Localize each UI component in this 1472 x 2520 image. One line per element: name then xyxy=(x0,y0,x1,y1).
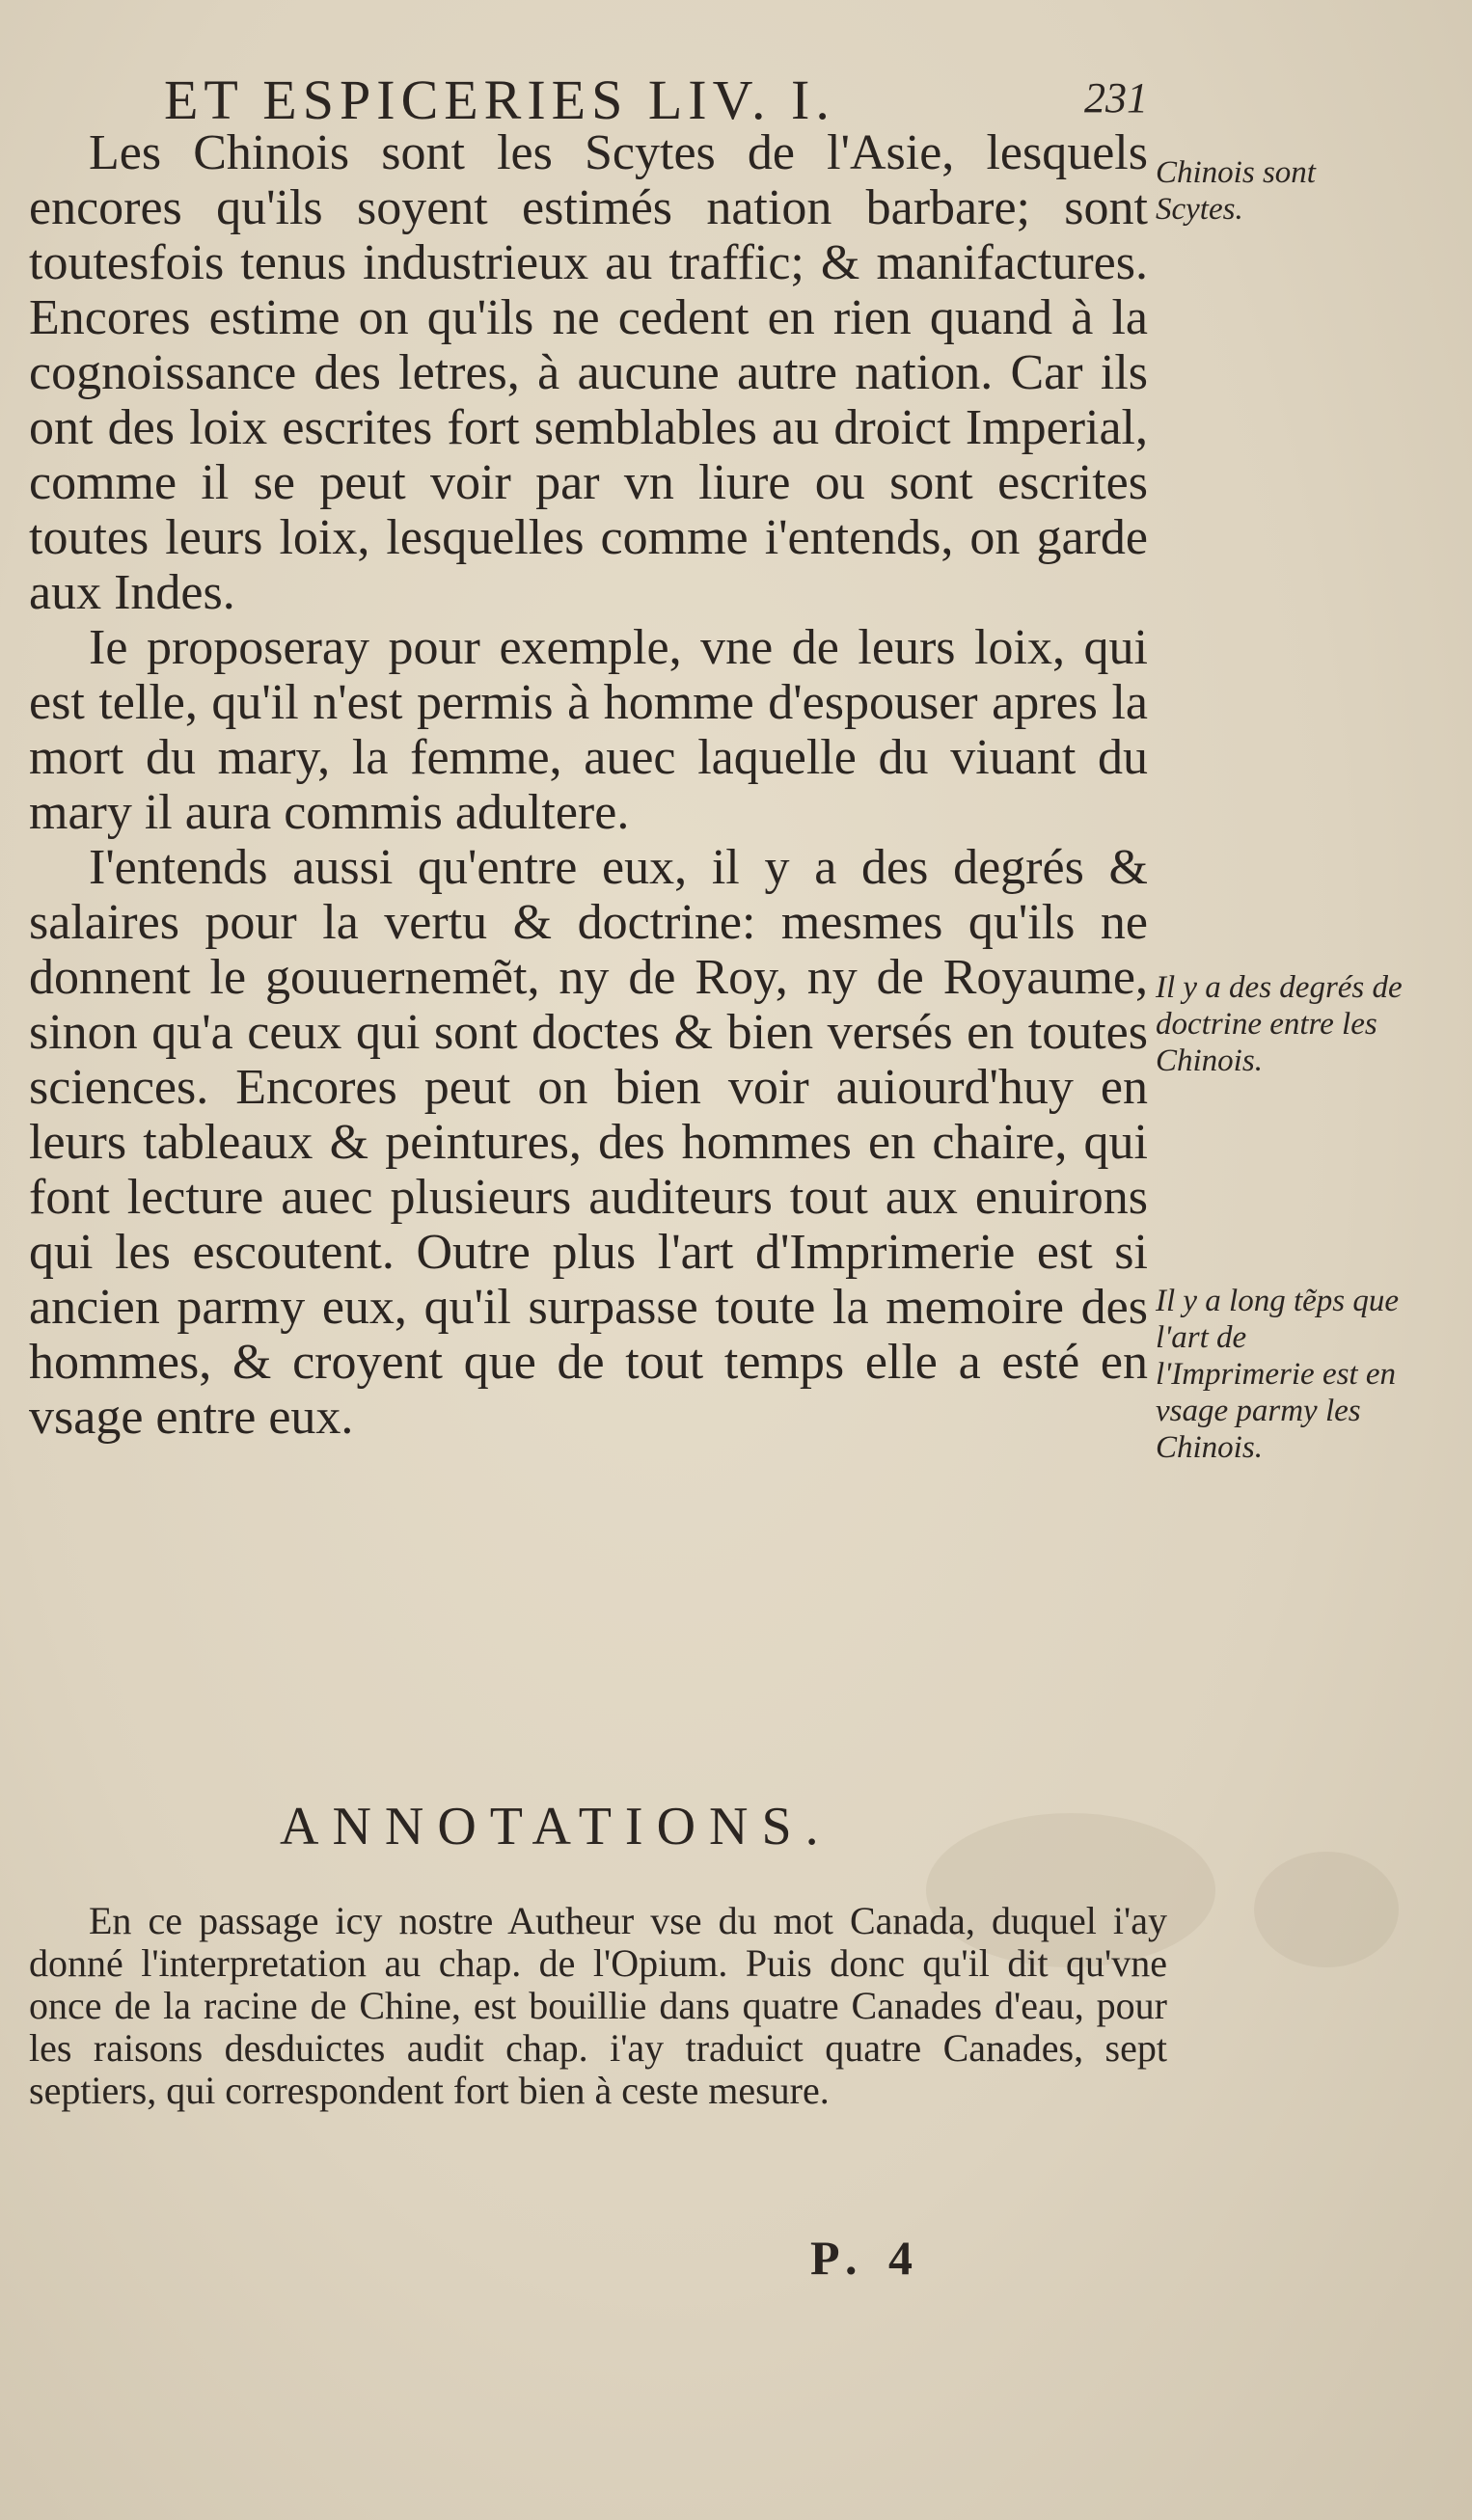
paper-stain xyxy=(1254,1852,1399,1967)
marginal-note: Chinois sont Scytes. xyxy=(1156,155,1316,227)
paragraph: Ie proposeray pour exemple, vne de leurs loix, qui est telle, qu'il n'est permis à homme d'espouser apres la mort du mary, la femme, auec laquelle du viuant du mary il aura commis adultere. xyxy=(29,620,1148,840)
annotation-paragraph: En ce passage icy nostre Autheur vse du mot Canada, duquel i'ay donné l'interpretation au chap. de l'Opium. Puis donc qu'il dit qu'vne once de la racine de Chine, est bouillie dans quatre Canades d'eau, pour les raisons desduictes audit chap. i'ay traduict quatre Canades, sept septiers, qui correspondent fort bien à ceste mesure. xyxy=(29,1899,1167,2112)
paragraph: Les Chinois sont les Scytes de l'Asie, lesquels encores qu'ils soyent estimés nation barbare; sont toutesfois tenus industrieux au traffic; & manifactures. Encores estime on qu'ils ne cedent en rien quand à la cognoissance des letres, à aucune autre nation. Car ils ont des loix escrites fort semblables au droict Imperial, comme il se peut voir par vn liure ou sont escrites toutes leurs loix, lesquelles comme i'entends, on garde aux Indes. xyxy=(29,125,1148,620)
paragraph: I'entends aussi qu'entre eux, il y a des degrés & salaires pour la vertu & doctrine: mesmes qu'ils ne donnent le gouuernemẽt, ny de Roy, ny de Royaume, sinon qu'a ceux qui sont doctes & bien versés en toutes sciences. Encores peut on bien voir auiourd'huy en leurs tableaux & peintures, des hommes en chaire, qui font lecture auec plusieurs auditeurs tout aux enuirons qui les escoutent. Outre plus l'art d'Imprimerie est si ancien parmy eux, qu'il surpasse toute la memoire des hommes, & croyent que de tout temps elle a esté en vsage entre eux. xyxy=(29,840,1148,1445)
page-number: 231 xyxy=(1084,74,1148,122)
annotations-heading: ANNOTATIONS. xyxy=(280,1797,832,1856)
marginal-note: Il y a long tẽps que l'art de l'Imprimerie est en vsage parmy les Chinois. xyxy=(1156,1284,1400,1465)
signature-mark: P. 4 xyxy=(810,2231,922,2285)
running-head: ET ESPICERIES LIV. I. xyxy=(164,68,835,131)
annotations-text-block xyxy=(29,1900,1167,2112)
main-text xyxy=(29,125,1148,1445)
marginal-note: Il y a des degrés de doctrine entre les Chinois. xyxy=(1156,970,1403,1078)
